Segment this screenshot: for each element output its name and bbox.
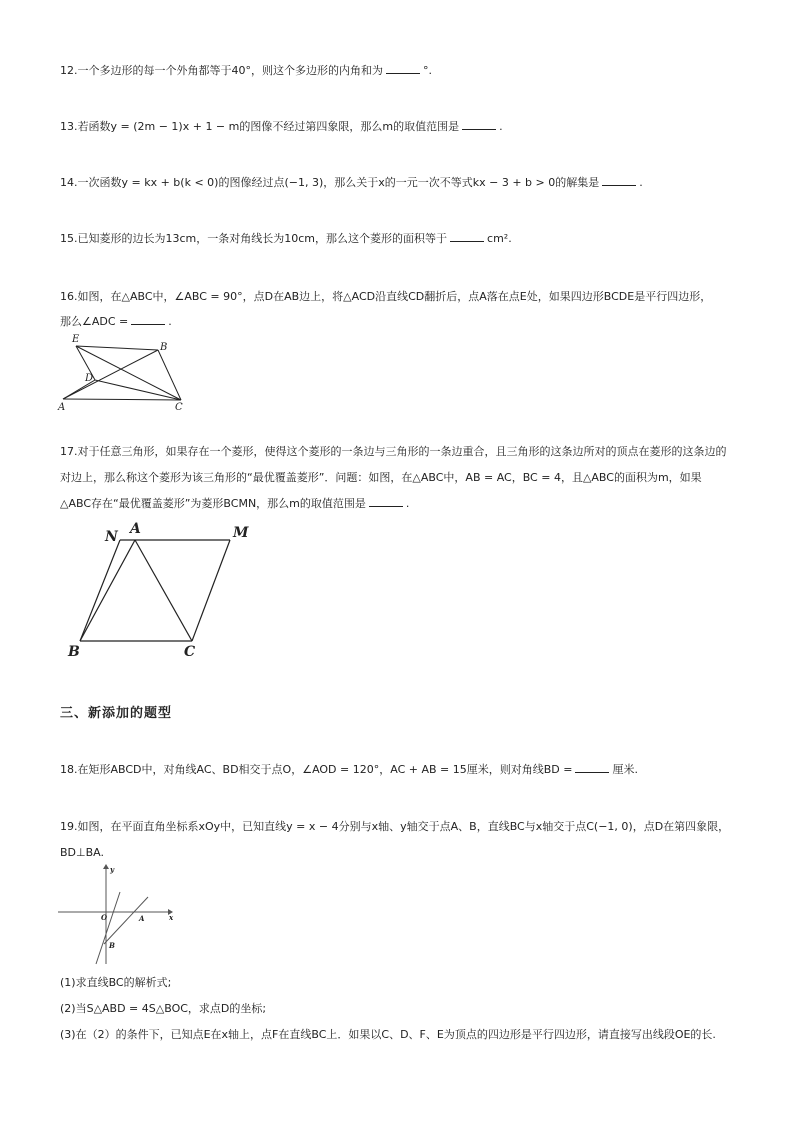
label-D: D [85, 373, 94, 384]
question-19-sub1: (1)求直线BC的解析式; [60, 976, 172, 989]
question-16-figure [55, 330, 195, 412]
question-17-line2: 对边上，那么称这个菱形为该三角形的“最优覆盖菱形”．问题：如图，在△ABC中，AB = AC，BC = 4，且△ABC的面积为m，如果 [60, 471, 702, 484]
label-B: B [160, 342, 168, 353]
y-axis-arrow [103, 864, 109, 869]
answer-blank[interactable] [450, 231, 484, 242]
question-16-line2 [60, 314, 172, 330]
question-18-tail: 厘米. [612, 763, 638, 776]
question-15 [60, 231, 512, 247]
question-14-tail: . [639, 176, 643, 189]
question-15-tail: cm². [487, 232, 512, 245]
label-N: N [105, 529, 118, 545]
label-A: A [130, 521, 141, 537]
question-12 [60, 63, 432, 79]
label-O: O [101, 913, 108, 922]
question-13-tail: . [499, 120, 503, 133]
question-19-sub3: (3)在（2）的条件下，已知点E在x轴上，点F在直线BC上．如果以C、D、F、E为顶点的四边形是平行四边形，请直接写出线段OE的长. [60, 1028, 716, 1041]
section-3-heading: 三、新添加的题型 [60, 706, 173, 721]
question-12-text: 12.一个多边形的每一个外角都等于40°，则这个多边形的内角和为 [60, 64, 383, 77]
label-E: E [72, 334, 80, 345]
question-19-figure [58, 864, 178, 969]
answer-blank[interactable] [462, 119, 496, 130]
question-16-tail: . [168, 315, 172, 328]
question-19-sub2: (2)当S△ABD = 4S△BOC，求点D的坐标; [60, 1002, 267, 1015]
label-y: y [110, 865, 115, 874]
question-16-text: 那么∠ADC = [60, 315, 129, 328]
question-13-text: 13.若函数y = (2m − 1)x + 1 − m的图像不经过第四象限，那么m的取值范围是 [60, 120, 460, 133]
label-B: B [68, 644, 80, 660]
label-C: C [175, 402, 183, 413]
question-17-text: △ABC存在“最优覆盖菱形”为菱形BCMN，那么m的取值范围是 [60, 497, 366, 510]
answer-blank[interactable] [602, 175, 636, 186]
label-A: A [58, 402, 66, 413]
question-19-line1: 19.如图，在平面直角坐标系xOy中，已知直线y = x − 4分别与x轴、y轴交于点A、B，直线BC与x轴交于点C(−1, 0)，点D在第四象限， [60, 820, 730, 833]
question-14-text: 14.一次函数y = kx + b(k < 0)的图像经过点(−1, 3)，那么关于x的一元一次不等式kx − 3 + b > 0的解集是 [60, 176, 600, 189]
label-B: B [109, 941, 115, 950]
question-18 [60, 762, 638, 778]
question-17-line3 [60, 496, 409, 512]
label-x: x [169, 913, 174, 922]
question-15-text: 15.已知菱形的边长为13cm，一条对角线长为10cm，那么这个菱形的面积等于 [60, 232, 448, 245]
question-14 [60, 175, 643, 191]
answer-blank[interactable] [575, 762, 609, 773]
question-18-text: 18.在矩形ABCD中，对角线AC、BD相交于点O，∠AOD = 120°，AC + AB = 15厘米，则对角线BD = [60, 763, 573, 776]
question-19-line2: BD⊥BA. [60, 846, 104, 859]
label-C: C [184, 644, 196, 660]
question-17-tail: . [405, 497, 410, 510]
label-A: A [139, 914, 145, 923]
question-12-tail: °. [423, 64, 432, 77]
question-17-line1: 17.对于任意三角形，如果存在一个菱形，使得这个菱形的一条边与三角形的一条边重合，且三角形的这条边所对的顶点在菱形的这条边的 [60, 445, 727, 458]
answer-blank[interactable] [369, 496, 403, 507]
question-17-figure [65, 520, 265, 665]
label-M: M [233, 525, 249, 541]
question-13 [60, 119, 503, 135]
answer-blank[interactable] [386, 63, 420, 74]
question-16-line1: 16.如图，在△ABC中，∠ABC = 90°，点D在AB边上，将△ACD沿直线CD翻折后，点A落在点E处，如果四边形BCDE是平行四边形， [60, 290, 712, 303]
answer-blank[interactable] [131, 314, 165, 325]
